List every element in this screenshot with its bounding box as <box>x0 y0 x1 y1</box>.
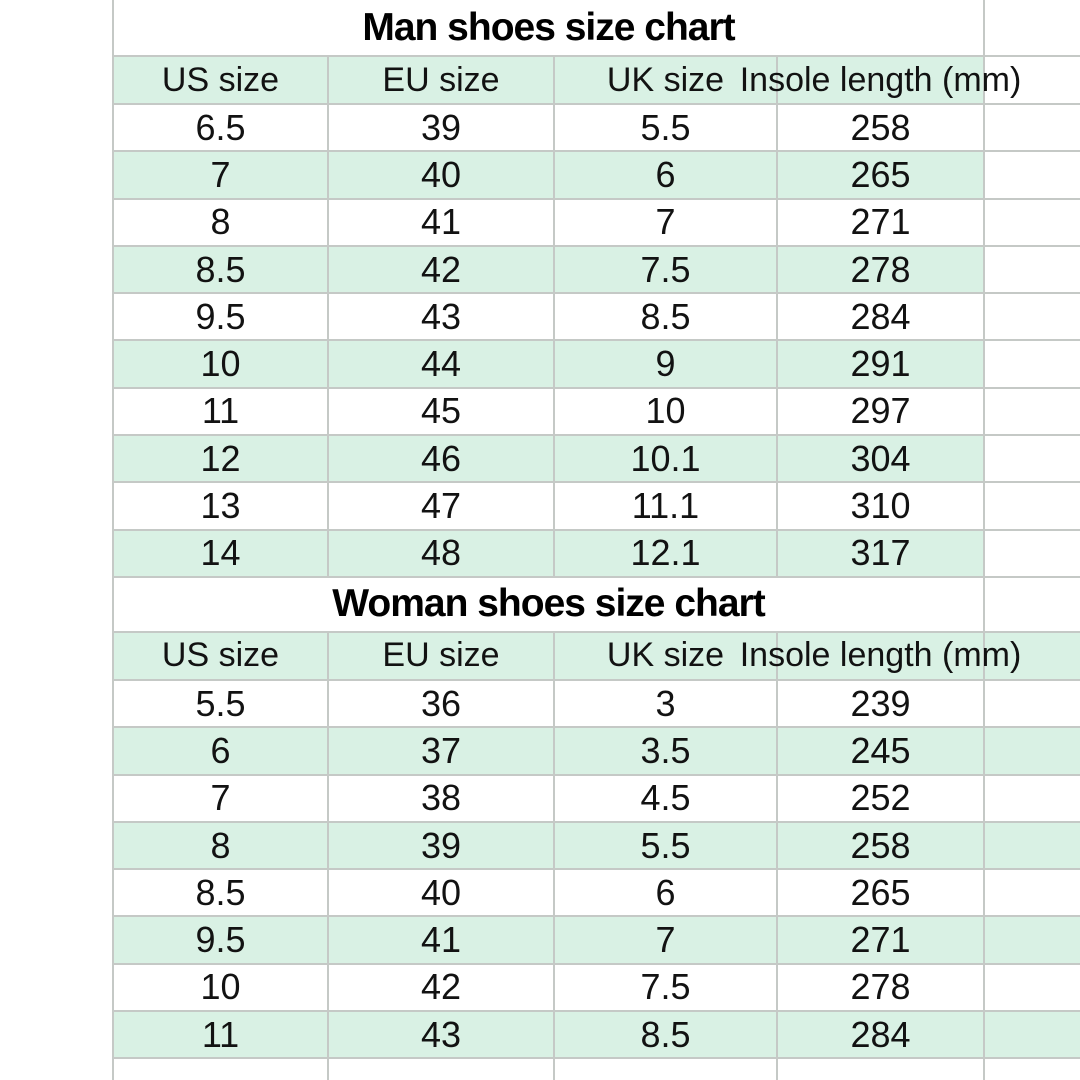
title-spacer <box>985 0 1080 55</box>
cell-value: 14 <box>200 532 241 574</box>
table-row <box>112 728 1080 775</box>
header-label: US size <box>161 60 280 99</box>
table-cell <box>555 105 778 150</box>
table-cell <box>778 105 985 150</box>
cell-value: 48 <box>420 532 462 574</box>
header-label: UK size <box>606 60 725 99</box>
table-cell <box>778 483 985 528</box>
table-cell <box>778 247 985 292</box>
cell-value: 36 <box>420 682 462 724</box>
cell-value: 265 <box>850 871 911 913</box>
cell-value: 284 <box>850 295 911 337</box>
cell-value: 284 <box>850 1013 911 1055</box>
table-row <box>112 389 1080 436</box>
cell-value: 11 <box>201 390 240 432</box>
table-cell <box>778 1012 985 1057</box>
cell-value: 4.5 <box>640 777 691 819</box>
woman-table-body <box>112 681 1080 1059</box>
cell-value: 304 <box>850 437 911 479</box>
cell-value: 6 <box>655 871 676 913</box>
table-cell <box>555 341 778 386</box>
table-row <box>112 681 1080 728</box>
cell-value: 10 <box>200 343 241 385</box>
header-label: EU size <box>382 636 500 675</box>
table-cell <box>112 294 329 339</box>
header-cell <box>739 57 1022 103</box>
cell-value: 258 <box>850 824 911 866</box>
table-cell <box>555 728 778 773</box>
cell-value: 45 <box>420 390 462 432</box>
table-cell <box>778 917 985 962</box>
table-cell <box>329 870 555 915</box>
table-row <box>112 294 1080 341</box>
cell-value: 7.5 <box>640 966 691 1008</box>
table-row <box>112 152 1080 199</box>
table-cell <box>555 483 778 528</box>
table-cell <box>112 389 329 434</box>
title-spacer <box>985 578 1080 631</box>
table-row <box>112 105 1080 152</box>
table-cell <box>329 728 555 773</box>
table-cell <box>329 152 555 197</box>
table-row <box>112 870 1080 917</box>
cell-value: 9.5 <box>195 919 246 961</box>
cell-value: 41 <box>420 919 462 961</box>
row-spacer-cell <box>985 247 1080 292</box>
table-cell <box>112 728 329 773</box>
cell-value: 12.1 <box>630 532 701 574</box>
table-cell <box>778 823 985 868</box>
table-row <box>112 917 1080 964</box>
table-cell <box>329 105 555 150</box>
header-cell <box>329 57 555 103</box>
table-row <box>112 531 1080 578</box>
table-cell <box>329 389 555 434</box>
man-table-title: Man shoes size chart <box>112 0 985 55</box>
row-spacer-cell <box>985 436 1080 481</box>
cell-value: 7 <box>210 777 231 819</box>
row-spacer-cell <box>985 776 1080 821</box>
cell-value: 39 <box>420 824 462 866</box>
cell-value: 7 <box>210 153 231 195</box>
table-row <box>112 247 1080 294</box>
cell-value: 7 <box>655 201 676 243</box>
table-cell <box>112 1012 329 1057</box>
cell-value: 10 <box>645 390 686 432</box>
table-cell <box>329 917 555 962</box>
header-label: UK size <box>606 636 725 675</box>
table-cell <box>555 823 778 868</box>
row-spacer-cell <box>985 200 1080 245</box>
table-cell <box>112 917 329 962</box>
header-cell <box>112 633 329 679</box>
cell-value: 8.5 <box>195 871 246 913</box>
table-cell <box>329 823 555 868</box>
table-cell <box>329 531 555 576</box>
table-cell <box>329 341 555 386</box>
cell-value: 310 <box>850 485 911 527</box>
table-cell <box>555 870 778 915</box>
table-cell <box>778 870 985 915</box>
cell-value: 42 <box>420 966 462 1008</box>
header-cell <box>739 633 1022 679</box>
table-cell <box>778 389 985 434</box>
empty-cell <box>329 1059 555 1080</box>
table-cell <box>555 436 778 481</box>
table-cell <box>329 483 555 528</box>
table-cell <box>555 776 778 821</box>
cell-value: 7 <box>655 919 676 961</box>
cell-value: 37 <box>420 729 462 771</box>
row-spacer-cell <box>985 870 1080 915</box>
table-cell <box>329 294 555 339</box>
row-spacer-cell <box>985 389 1080 434</box>
table-cell <box>112 247 329 292</box>
cell-value: 6 <box>655 153 676 195</box>
row-spacer-cell <box>985 105 1080 150</box>
cell-value: 297 <box>850 390 911 432</box>
man-table-body <box>112 105 1080 578</box>
cell-value: 8 <box>210 201 231 243</box>
cell-value: 5.5 <box>195 682 246 724</box>
cell-value: 41 <box>420 201 462 243</box>
table-row <box>112 436 1080 483</box>
cell-value: 239 <box>850 682 911 724</box>
cell-value: 6.5 <box>195 106 246 148</box>
table-row <box>112 776 1080 823</box>
table-cell <box>555 965 778 1010</box>
table-cell <box>555 247 778 292</box>
cell-value: 38 <box>420 777 462 819</box>
woman-header-row <box>112 633 1080 681</box>
table-cell <box>778 965 985 1010</box>
table-cell <box>329 965 555 1010</box>
cell-value: 6 <box>210 729 231 771</box>
woman-table-title: Woman shoes size chart <box>112 578 985 631</box>
cell-value: 42 <box>420 248 462 290</box>
row-spacer-cell <box>985 1012 1080 1057</box>
table-cell <box>112 870 329 915</box>
cell-value: 265 <box>850 153 911 195</box>
cell-value: 10.1 <box>630 437 701 479</box>
header-label: US size <box>161 636 280 675</box>
table-cell <box>112 776 329 821</box>
table-cell <box>555 152 778 197</box>
cell-value: 245 <box>850 729 911 771</box>
cell-value: 271 <box>850 919 911 961</box>
cell-value: 11.1 <box>631 485 700 527</box>
table-cell <box>778 531 985 576</box>
cell-value: 5.5 <box>640 824 691 866</box>
header-label: EU size <box>382 60 500 99</box>
cell-value: 8.5 <box>195 248 246 290</box>
table-row <box>112 965 1080 1012</box>
row-spacer-cell <box>985 341 1080 386</box>
cell-value: 278 <box>850 248 911 290</box>
empty-cell <box>555 1059 778 1080</box>
row-spacer-cell <box>985 823 1080 868</box>
cell-value: 8 <box>210 824 231 866</box>
table-cell <box>555 917 778 962</box>
table-cell <box>778 294 985 339</box>
cell-value: 12 <box>200 437 241 479</box>
cell-value: 13 <box>200 485 241 527</box>
cell-value: 3.5 <box>640 729 691 771</box>
cell-value: 44 <box>420 343 462 385</box>
table-cell <box>112 436 329 481</box>
row-spacer-cell <box>985 917 1080 962</box>
table-row <box>112 341 1080 388</box>
cell-value: 8.5 <box>640 295 691 337</box>
cell-value: 40 <box>420 871 462 913</box>
row-spacer-cell <box>985 965 1080 1010</box>
man-header-row <box>112 57 1080 105</box>
table-cell <box>112 965 329 1010</box>
table-cell <box>329 247 555 292</box>
table-cell <box>329 681 555 726</box>
cell-value: 9.5 <box>195 295 246 337</box>
table-cell <box>778 728 985 773</box>
table-cell <box>778 681 985 726</box>
cell-value: 291 <box>850 343 911 385</box>
empty-cell <box>778 1059 985 1080</box>
table-cell <box>778 436 985 481</box>
cell-value: 5.5 <box>640 106 691 148</box>
header-label: Insole length (mm) <box>739 636 1022 675</box>
table-cell <box>329 776 555 821</box>
cell-value: 39 <box>420 106 462 148</box>
table-row <box>112 1012 1080 1059</box>
header-label: Insole length (mm) <box>739 60 1022 99</box>
table-row <box>112 200 1080 247</box>
table-cell <box>329 436 555 481</box>
table-cell <box>555 389 778 434</box>
cell-value: 3 <box>655 682 676 724</box>
man-size-table <box>112 0 1080 578</box>
table-cell <box>555 681 778 726</box>
header-cell <box>329 633 555 679</box>
cell-value: 252 <box>850 777 911 819</box>
table-cell <box>112 681 329 726</box>
woman-size-table <box>112 578 1080 1059</box>
table-cell <box>555 294 778 339</box>
cell-value: 317 <box>850 532 911 574</box>
woman-title-row <box>112 578 1080 633</box>
man-title-row <box>112 0 1080 57</box>
table-cell <box>112 341 329 386</box>
table-cell <box>778 200 985 245</box>
cell-value: 10 <box>200 966 241 1008</box>
cell-value: 46 <box>420 437 462 479</box>
table-cell <box>112 152 329 197</box>
row-spacer-cell <box>985 681 1080 726</box>
table-cell <box>555 531 778 576</box>
bottom-stub-row <box>112 1059 1080 1080</box>
table-cell <box>329 200 555 245</box>
row-spacer-cell <box>985 294 1080 339</box>
row-spacer-cell <box>985 728 1080 773</box>
table-cell <box>329 1012 555 1057</box>
table-cell <box>112 200 329 245</box>
table-row <box>112 483 1080 530</box>
table-cell <box>778 341 985 386</box>
cell-value: 278 <box>850 966 911 1008</box>
cell-value: 43 <box>420 295 462 337</box>
row-spacer-cell <box>985 531 1080 576</box>
row-spacer-cell <box>985 483 1080 528</box>
empty-cell <box>112 1059 329 1080</box>
cell-value: 271 <box>850 201 911 243</box>
table-cell <box>555 200 778 245</box>
row-spacer-cell <box>985 152 1080 197</box>
cell-value: 40 <box>420 153 462 195</box>
cell-value: 258 <box>850 106 911 148</box>
table-cell <box>555 1012 778 1057</box>
cell-value: 43 <box>420 1013 462 1055</box>
cell-value: 9 <box>655 343 676 385</box>
table-cell <box>778 776 985 821</box>
empty-cell <box>985 1059 1080 1080</box>
cell-value: 7.5 <box>640 248 691 290</box>
cell-value: 47 <box>420 485 462 527</box>
table-row <box>112 823 1080 870</box>
table-cell <box>112 483 329 528</box>
cell-value: 8.5 <box>640 1013 691 1055</box>
table-cell <box>112 531 329 576</box>
header-cell <box>112 57 329 103</box>
table-cell <box>778 152 985 197</box>
table-cell <box>112 105 329 150</box>
table-cell <box>112 823 329 868</box>
cell-value: 11 <box>201 1013 240 1055</box>
